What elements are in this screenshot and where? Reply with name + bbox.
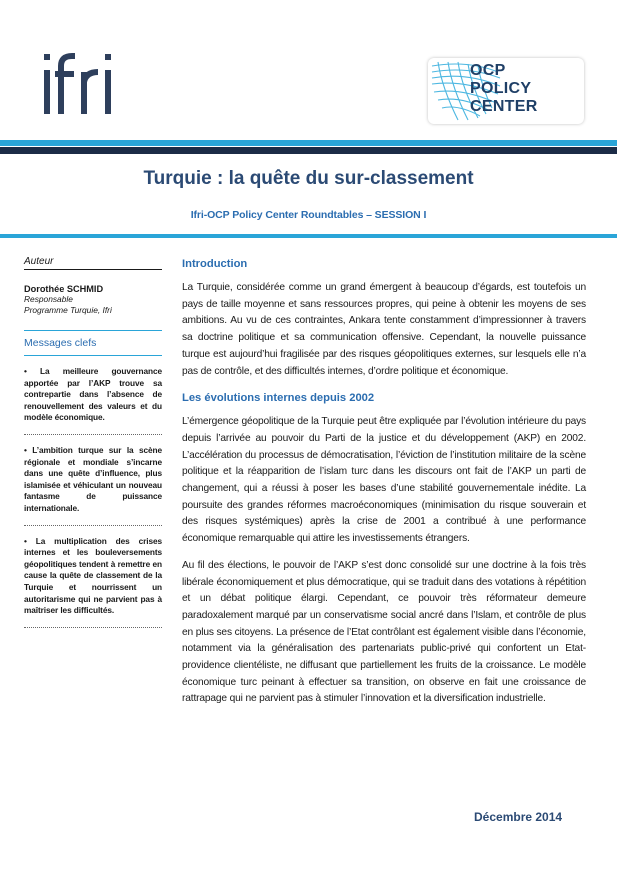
document-title: Turquie : la quête du sur-classement	[143, 168, 474, 189]
key-messages-heading: Messages clefs	[24, 331, 162, 356]
ocp-logo-line-2: POLICY	[470, 80, 532, 97]
evolutions-paragraph-2: Au fil des élections, le pouvoir de l’AKP s’est donc consolidé sur une doctrine à la fois très libérale économiquement et plus démocratique, qui se traduit dans des votations à répétition et un débat politique élargi. Cependant, ce pouvoir très réformateur demeure paradoxalement marqué par un conservatisme social ancré dans l’Islam, et contrôle de plus en plus ses citoyens. La présence de l’Etat contrôlant est également visible dans l’économie, notamment via la généralisation des partenariats public-privé qui confortent un Etat-providence clientéliste, ne diffusant que partiellement les fruits de la croissance. Le modèle économique turc peinant à effectuer sa transition, on observe en fait une croissance de rattrapage qui ne parvient pas à stimuler l’innovation et la diversification industrielle.	[182, 559, 586, 705]
author-label: Auteur	[24, 256, 162, 270]
introduction-heading: Introduction	[182, 258, 248, 270]
author-name: Dorothée SCHMID	[24, 284, 104, 294]
ifri-logo	[42, 50, 116, 120]
key-message-item: • L’ambition turque sur la scène régionale et mondiale s’incarne dans une quête d’influence, plus islamisée et véhiculant un nouveau fantasme de puissance internationale.	[24, 445, 162, 526]
introduction-paragraph: La Turquie, considérée comme un grand émergent à beaucoup d’égards, est toutefois un pays de taille moyenne et sans ressources propres, qui peine à obtenir les moyens de ses ambitions. Au vu de ces contraintes, Ankara tente constamment d’impressionner à travers sa doctrine politique et sa communication offensive. Cependant, la nouvelle puissance turque est aujourd’hui fragilisée par des risques géopolitiques externes, sur lesquels elle n’a pas de contrôle, et des difficultés internes, d’ordre politique et économique.	[182, 282, 586, 377]
publication-date: Décembre 2014	[474, 810, 563, 824]
subtitle-rule	[0, 234, 617, 238]
main-content	[182, 258, 586, 708]
sidebar	[24, 256, 162, 638]
document-subtitle: Ifri-OCP Policy Center Roundtables – SESSION I	[190, 209, 427, 221]
evolutions-paragraph-1: L’émergence géopolitique de la Turquie peut être expliquée par l’évolution intérieure du pays depuis l’arrivée au pouvoir du Parti de la justice et du développement (AKP) en 2002. L’accélération du processus de démocratisation, l’éviction de l’institution militaire de la scène politique et la réapparition de l’islam turc dans les discours ont fait de l’AKP un parti de changement, qui a réussi à poser les bases d’une stabilité gouvernementale inédite. La poursuite des grandes réformes macroéconomiques (minimisation du risque souverain et des risques systémiques) après la crise de 2001 a contribué à une performance économique remarquable qui attire les investissements étrangers.	[182, 416, 586, 545]
evolutions-heading: Les évolutions internes depuis 2002	[182, 392, 375, 405]
key-messages-list	[24, 366, 162, 628]
header-rule-blue	[0, 140, 617, 146]
ocp-logo-line-3: CENTER	[470, 98, 538, 115]
key-message-item: • La meilleure gouvernance apportée par l’AKP trouve sa contrepartie dans l’absence de renouvellement des valeurs et du modèle économique.	[24, 366, 162, 435]
ocp-policy-center-logo	[428, 58, 584, 124]
header-rule-navy	[0, 147, 617, 154]
ocp-logo-line-1: OCP	[470, 62, 506, 79]
author-role-line-1: Responsable	[24, 294, 73, 304]
key-message-item: • La multiplication des crises internes et les bouleversements géopolitiques tendent à remettre en cause la quête de classement de la Turquie et nourrissent un autoritarisme qui ne parvient pas à maîtriser les difficultés.	[24, 536, 162, 628]
author-role-line-2: Programme Turquie, Ifri	[24, 305, 112, 315]
